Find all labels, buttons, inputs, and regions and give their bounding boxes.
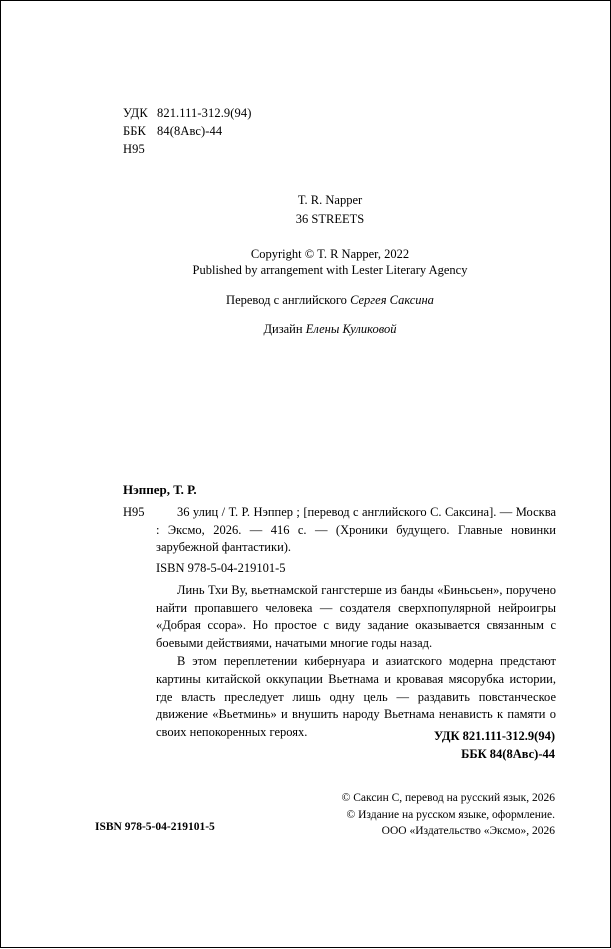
- translator-credit: [105, 290, 555, 311]
- publishing-arrangement: Published by arrangement with Lester Literary Agency: [192, 263, 468, 277]
- designer-credit: [105, 319, 555, 340]
- annotation-paragraph-1: Линь Тхи Ву, вьетнамской гангстерше из банды «Биньсьен», поручено найти пропавшего человека — создателя сверхпопулярной нейроигры «Добрая ссора». Но простое с виду задание оказывается связанным с боевыми действиями, начатыми многие годы назад.: [156, 583, 556, 650]
- rights-line-3: ООО «Издательство «Эксмо», 2026: [381, 825, 555, 837]
- rights-line-1: © Саксин С, перевод на русский язык, 2026: [341, 792, 555, 804]
- translator-prefix: Перевод с английского: [226, 293, 351, 307]
- udk-value: 821.111-312.9(94): [157, 106, 252, 120]
- shelf-code: Н95: [123, 142, 145, 156]
- udk-label: УДК: [123, 106, 148, 120]
- rights-line-2: © Издание на русском языке, оформление.: [346, 808, 555, 821]
- cip-shelf-code: Н95: [123, 505, 145, 519]
- cip-description: 36 улиц / Т. Р. Нэппер ; [перевод с английского С. Саксина]. — Москва : Эксмо, 2026. — 416 с. — (Хроники будущего. Главные новинки зарубежной фантастики).: [156, 505, 556, 554]
- original-copyright: Copyright © T. R Napper, 2022: [250, 247, 410, 261]
- designer-prefix: Дизайн: [263, 322, 306, 336]
- bbk-row: [123, 122, 252, 140]
- classification-top: [123, 104, 252, 158]
- bbk-bottom: ББК 84(8Авс)-44: [461, 746, 555, 761]
- original-title: 36 STREETS: [295, 212, 365, 226]
- isbn-bottom: ISBN 978-5-04-219101-5: [95, 821, 215, 833]
- annotation-paragraph-2: В этом переплетении кибернуара и азиатского модерна предстают картины китайской оккупации Вьетнама и кровавая мясорубка истории, где власть преследует лишь одну цель — раздавить повстанческое движение «Вьетминь» и внушить народу Вьетнама ненависть к памяти о своих непокоренных героях.: [156, 654, 556, 739]
- bbk-label: ББК: [123, 124, 146, 138]
- classification-bottom: [105, 728, 555, 763]
- udk-bottom: УДК 821.111-312.9(94): [433, 729, 555, 743]
- designer-name: Елены Куликовой: [305, 322, 397, 336]
- bbk-value: 84(8Авс)-44: [157, 124, 223, 138]
- original-author: T. R. Napper: [297, 193, 363, 207]
- shelf-code-row: [123, 140, 252, 158]
- cip-isbn: ISBN 978-5-04-219101-5: [156, 561, 286, 575]
- udk-row: [123, 104, 252, 122]
- page-content: [95, 1, 556, 949]
- cip-author: Нэппер, Т. Р.: [123, 482, 197, 497]
- annotation: [156, 582, 556, 741]
- translator-name: Сергея Саксина: [350, 293, 434, 307]
